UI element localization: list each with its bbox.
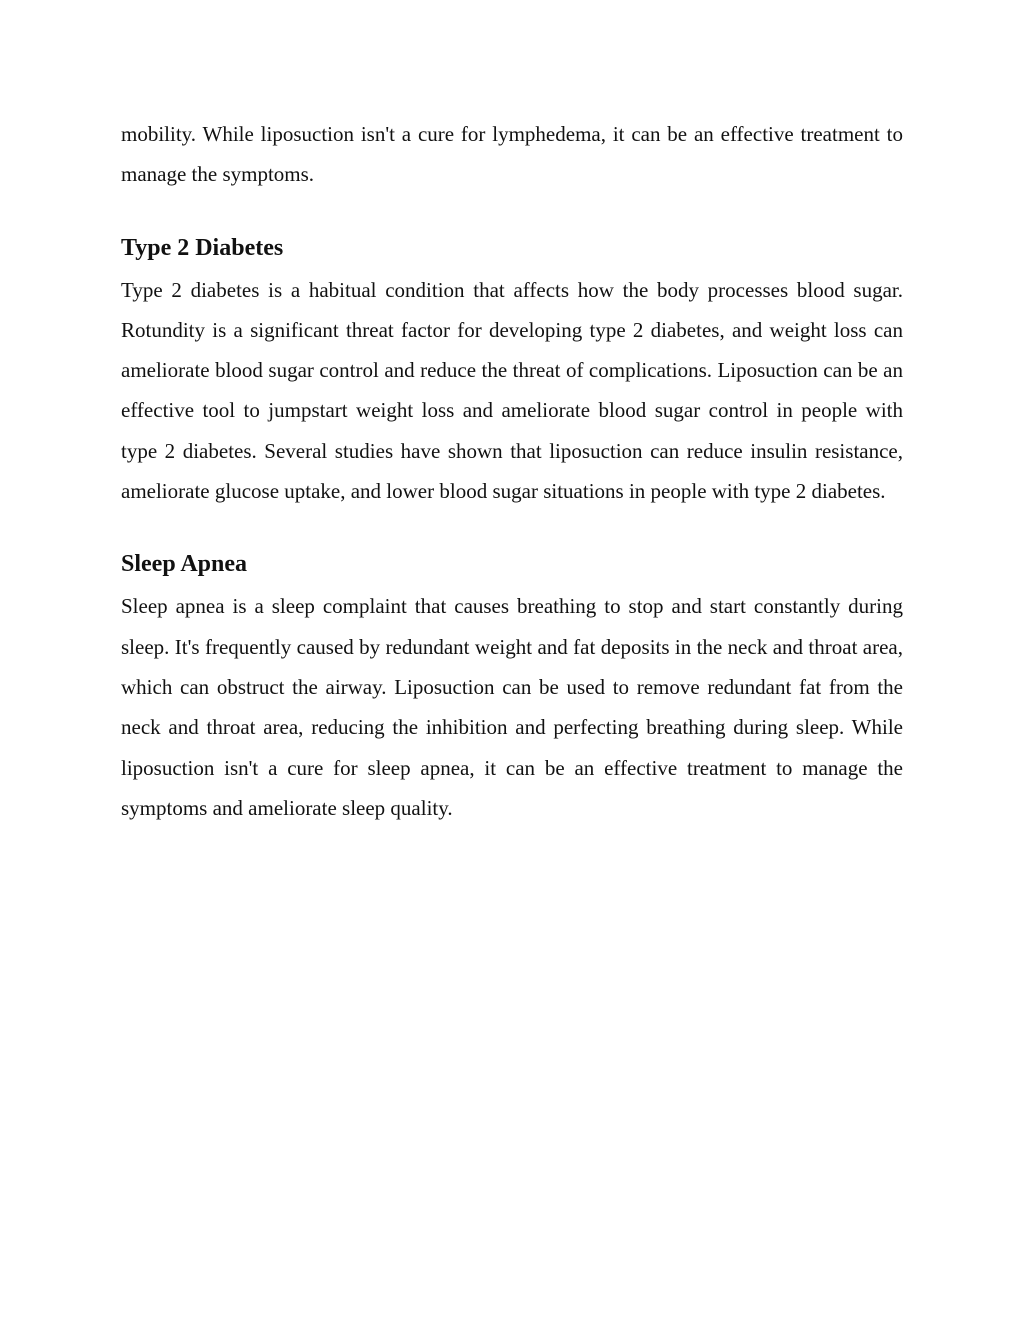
intro-paragraph: mobility. While liposuction isn't a cure for lymphedema, it can be an effective treatment to manage the symptoms. xyxy=(121,122,903,187)
section-body-sleep-apnea: Sleep apnea is a sleep complaint that causes breathing to stop and start constantly during sleep. It's frequently caused by redundant weight and fat deposits in the neck and throat area, which can obstruct the airway. Liposuction can be used to remove redundant fat from the neck and throat area, reducing the inhibition and perfecting breathing during sleep. While liposuction isn't a cure for sleep apnea, it can be an effective treatment to manage the symptoms and ameliorate sleep quality. xyxy=(121,594,903,820)
section-heading-type-2-diabetes: Type 2 Diabetes xyxy=(121,234,284,261)
document-page xyxy=(121,114,903,828)
section-body-type-2-diabetes: Type 2 diabetes is a habitual condition that affects how the body processes blood sugar. Rotundity is a significant threat factor for developing type 2 diabetes, and weight loss can ameliorate blood sugar control and reduce the threat of complications. Liposuction can be an effective tool to jumpstart weight loss and ameliorate blood sugar control in people with type 2 diabetes. Several studies have shown that liposuction can reduce insulin resistance, ameliorate glucose uptake, and lower blood sugar situations in people with type 2 diabetes. xyxy=(121,277,903,504)
section-heading-sleep-apnea: Sleep Apnea xyxy=(121,551,248,578)
